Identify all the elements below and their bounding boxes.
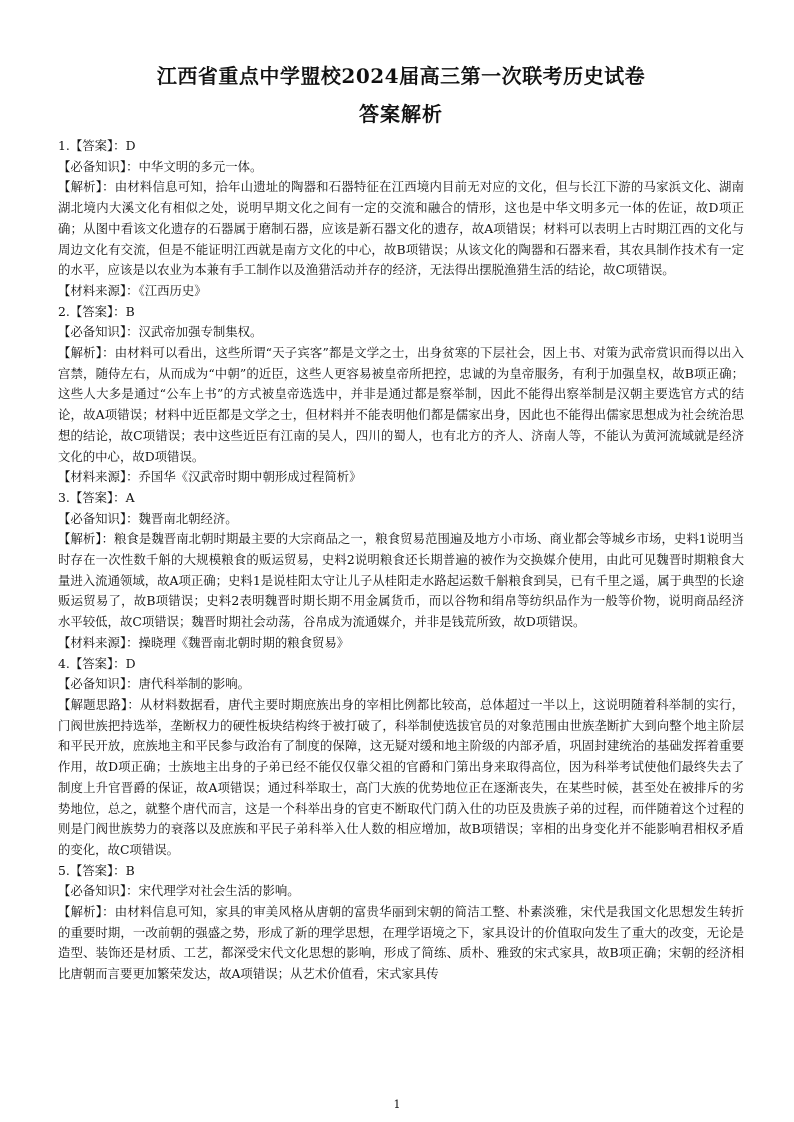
q1-source: 【材料来源】：《江西历史》 <box>58 282 207 298</box>
q3-answer: 3.【答案】：A <box>58 489 135 505</box>
document-title: 江西省重点中学盟校2024届高三第一次联考历史试卷 <box>156 64 646 88</box>
q3-source: 【材料来源】：操晓理《魏晋南北朝时期的粮食贸易》 <box>58 634 350 650</box>
q2-answer: 2.【答案】：B <box>58 303 135 319</box>
q2-source: 【材料来源】：乔国华《汉武帝时期中朝形成过程简析》 <box>58 469 362 485</box>
q1-knowledge: 【必备知识】：中华文明的多元一体。 <box>58 158 263 174</box>
document-subtitle: 答案解析 <box>359 102 443 126</box>
q5-analysis: 【解析】：由材料信息可知，家具的审美风格从唐朝的富贵华丽到宋朝的简洁工整、朴素淡雅，宋代是我国文化思想发生转折的重要时期，一改前朝的强盛之势，形成了新的理学思想，在理学语境之下，家具设计的价值取向发生了重大的改变，无论是造型、装饰还是材质、工艺，都深受宋代文化思想的影响，形成了简练、质朴、雅致的宋式家具，故B项正确；宋朝的经济相比唐朝而言要更加繁荣发达，故A项错误；从艺术价值看，宋式家具传 <box>58 904 744 982</box>
q2-analysis: 【解析】：由材料可以看出，这些所谓“天子宾客”都是文学之士，出身贫寒的下层社会，因上书、对策为武帝赏识而得以出入宫禁，随侍左右，从而成为“中朝”的近臣，这些人更容易被皇帝所把控，忠诚的为皇帝服务，有利于加强皇权，故B项正确；这些人大多是通过“公车上书”的方式被皇帝选选中，并非是通过都是察举制，因此不能得出察举制是汉朝主要选官方式的结论，故A项错误；材料中近臣都是文学之士，但材料并不能表明他们都是儒家出身，因此也不能得出儒家思想成为社会统治思想的结论，故C项错误；表中这些近臣有江南的吴人，四川的蜀人，也有北方的齐人、济南人等，不能认为黄河流域就是经济文化的中心，故D项错误。 <box>58 345 744 464</box>
q5-knowledge: 【必备知识】：宋代理学对社会生活的影响。 <box>58 883 300 899</box>
answer-content <box>58 136 744 985</box>
q1-analysis: 【解析】：由材料信息可知，拾年山遗址的陶器和石器特征在江西境内目前无对应的文化，但与长江下游的马家浜文化、湖南湖北境内大溪文化有相似之处，说明早期文化之间有一定的交流和融合的情形，这也是中华文明多元一体的佐证，故D项正确；从图中看该文化遗存的石器属于磨制石器，应该是新石器文化的遗存，故A项错误；材料可以表明上古时期江西的文化与周边文化有交流，但是不能证明江西就是南方文化的中心，故B项错误；从该文化的陶器和石器来看，其农具制作技术有一定的水平，应该是以农业为本兼有手工制作以及渔猎活动并存的经济，无法得出摆脱渔猎生活的结论，故C项错误。 <box>58 179 744 278</box>
q3-analysis: 【解析】：粮食是魏晋南北朝时期最主要的大宗商品之一，粮食贸易范围遍及地方小市场、商业都会等城乡市场，史料1说明当时存在一次性数千斛的大规模粮食的贩运贸易，史料2说明粮食还长期普遍的被作为交换媒介使用，由此可见魏晋时期粮食大量进入流通领域，故A项正确；史料1是说桂阳太守让儿子从桂阳走水路起运数千斛粮食到吴，已有千里之遥，属于典型的长途贩运贸易了，故B项错误；史料2表明魏晋时期长期不用金属货币，而以谷物和绢帛等纺织品作为一般等价物，说明商品经济水平较低，故C项错误；魏晋时期社会动荡，谷帛成为流通媒介，并非是钱荒所致，故D项错误。 <box>58 531 744 630</box>
q2-knowledge: 【必备知识】：汉武帝加强专制集权。 <box>58 324 263 340</box>
q5-answer: 5.【答案】：B <box>58 862 135 878</box>
q4-knowledge: 【必备知识】：唐代科举制的影响。 <box>58 676 251 692</box>
q1-answer: 1.【答案】：D <box>58 138 136 153</box>
q3-knowledge: 【必备知识】：魏晋南北朝经济。 <box>58 510 238 526</box>
q4-answer: 4.【答案】：D <box>58 655 136 671</box>
page-number: 1 <box>393 1098 401 1111</box>
q4-analysis: 【解题思路】：从材料数据看，唐代主要时期庶族出身的宰相比例都比较高，总体超过一半以上，这说明随着科举制的实行，门阀世族把持选举，垄断权力的硬性板块结构终于被打破了，科举制使选拔官员的对象范围由世族垄断扩大到向整个地主阶层和平民开放，庶族地主和平民参与政治有了制度的保障，这无疑对缓和地主阶级的内部矛盾，巩固封建统治的基础发挥着重要作用，故D项正确；士族地主出身的子弟已经不能仅仅靠父祖的官爵和门第出身来取得高位，因为科举考试使他们最终失去了制度上升官晋爵的保证，故A项错误；通过科举取士，高门大族的优势地位正在逐渐丧失，在某些时候，甚至处在被排斥的劣势地位，总之，就整个唐代而言，这是一个科举出身的官吏不断取代门荫入仕的功臣及贵族子弟的过程，而伴随着这个过程的则是门阀世族势力的衰落以及庶族和平民子弟科举入仕人数的相应增加，故B项错误；宰相的出身变化并不能影响君相权矛盾的变化，故C项错误。 <box>58 696 744 857</box>
